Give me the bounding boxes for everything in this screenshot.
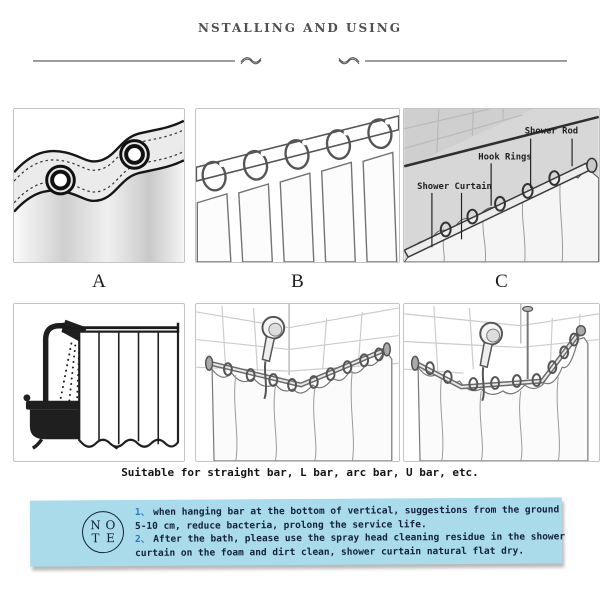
note-item-text: After the bath, please use the spray head cleaning residue in the shower curtain on the foam and dirt clean, shower curtain natural flat dry.	[135, 531, 566, 559]
panel-b-letter: B	[291, 271, 304, 292]
divider-line-right	[365, 60, 567, 62]
panel-u-bar	[403, 303, 600, 462]
page-title: NSTALLING AND USING	[198, 21, 402, 35]
shower-head-icon	[480, 323, 502, 401]
note-item-number: 2、	[135, 533, 151, 545]
note-badge	[82, 511, 124, 553]
l-bar-illustration	[196, 304, 399, 461]
flourish-icon	[239, 56, 263, 66]
note-item-1	[135, 503, 567, 533]
divider-line-left	[33, 60, 235, 62]
grommet-icon	[47, 166, 75, 194]
panel-c	[403, 108, 600, 263]
curtain-shape	[79, 332, 178, 447]
divider	[33, 55, 567, 67]
suitability-caption: Suitable for straight bar, L bar, arc bar, U bar, etc.	[121, 466, 479, 479]
labeled-installation-illustration	[404, 109, 599, 262]
note-text	[135, 503, 567, 560]
note-item-2	[135, 530, 567, 560]
note-item-number: 1、	[134, 506, 151, 518]
grommet-curtain-illustration	[14, 109, 184, 262]
note-badge-letter: N	[90, 518, 101, 533]
flourish-icon	[337, 56, 361, 66]
note-badge-letter: E	[106, 531, 115, 546]
panel-c-letter: C	[495, 271, 508, 292]
hook-rings-illustration	[196, 109, 399, 262]
panel-a	[13, 108, 185, 263]
straight-bar-illustration	[14, 304, 184, 461]
panel-a-letter: A	[92, 271, 106, 292]
panel-b	[195, 108, 400, 263]
note-badge-letter: T	[91, 531, 100, 546]
grommet-icon	[121, 141, 149, 169]
u-bar-illustration	[404, 304, 599, 461]
note-box	[30, 497, 566, 566]
shower-rod-label: Shower Rod	[524, 126, 579, 137]
panel-l-bar	[195, 303, 400, 462]
panel-straight-bar	[13, 303, 185, 462]
shower-curtain-label: Shower Curtain	[417, 181, 492, 192]
note-badge-letter: O	[105, 518, 116, 533]
note-item-text: when hanging bar at the bottom of vertical, suggestions from the ground 5-10 cm, reduce bacteria, prolong the service life.	[134, 504, 560, 532]
hook-rings-label: Hook Rings	[478, 152, 532, 163]
